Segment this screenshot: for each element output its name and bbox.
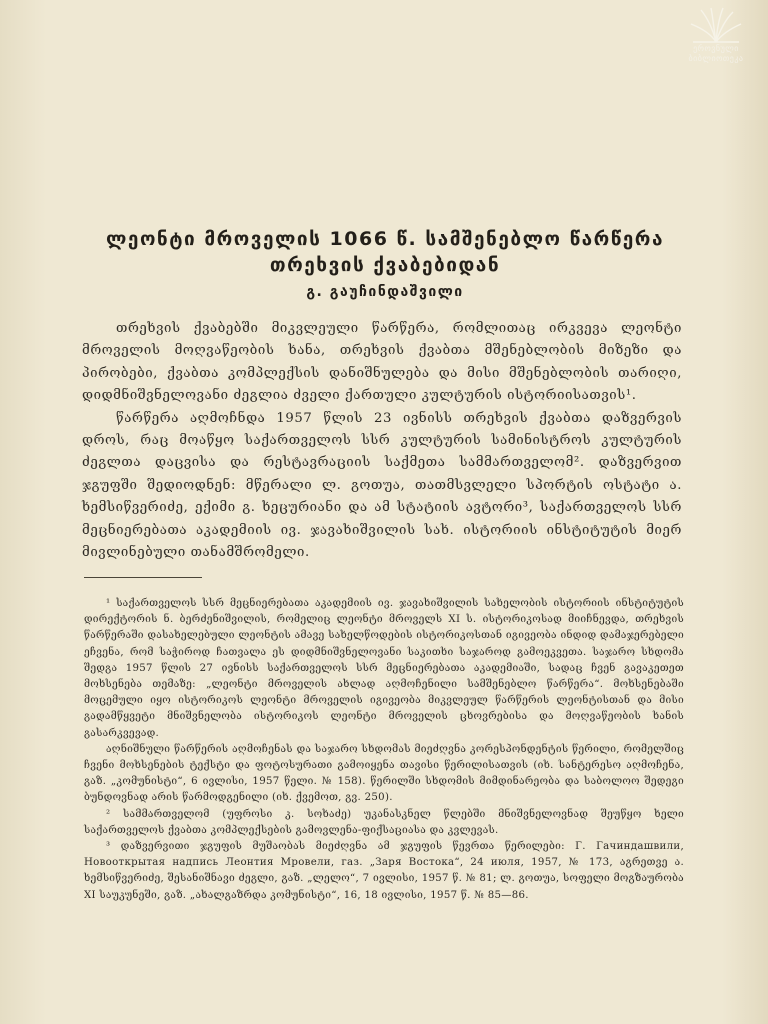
article-title xyxy=(80,226,690,278)
title-line-1: ლეონტი მროველის 1066 წ. სამშენებლო წარწერა xyxy=(106,228,664,250)
library-logo xyxy=(676,6,756,76)
body-paragraph-2: წარწერა აღმოჩნდა 1957 წლის 23 ივნისს თრეხვის ქვაბთა დაზვერვის დროს, რაც მოაწყო საქართველოს სსრ კულტურის სამინისტროს კულტურის ძეგლთა დაცვისა და რესტავრაციის საქმეთა სამმართველომ². დაზვერვით ჯგუფში შედიოდნენ: მწერალი ლ. გოთუა, თათმსვლელი სპორტის ოსტატი ა. ხემსიწვერიძე, ექიმი გ. ხეცურიანი და ამ სტატიის ავტორი³, საქართველოს სსრ მეცნიერებათა აკადემიის ივ. ჯავახიშვილის სახ. ისტორიის ინსტიტუტის მიერ მივლინებული თანამშრომელი. xyxy=(82,410,682,561)
book-leaves-icon xyxy=(687,6,745,44)
footnote-2: ² სამმართველომ (უფროსი კ. სოხაძე) უკანასკნელ წლებში მნიშვნელოვნად შეუწყო ხელი საქართველოს ქვაბთა კომპლექსების გამოვლენა-ფიქსაციასა და კვლევას. xyxy=(84,808,684,836)
footnote-3: ³ დაზვერვითი ჯგუფის მუშაობას მიეძღვნა ამ ჯგუფის წევრთა წერილები: Г. Гачиндашвили, Новооткрытая надпись Леонтия Мровели, газ. „Заря Востока“, 24 июля, 1957, № 173, აგრეთვე ა. ხემსიწვერიძე, შესანიშნავი ძეგლი, გაზ. „ლელო“, 7 ივლისი, 1957 წ. № 81; ლ. გოთუა, სოფელი მოგზაურობა XI საუკუნეში, გაზ. „ახალგაზრდა კომუნისტი“, 16, 18 ივლისი, 1957 წ. № 85—86. xyxy=(84,841,684,901)
body-paragraph-1: თრეხვის ქვაბებში მიკვლეული წარწერა, რომლითაც ირკვევა ლეონტი მროველის მოღვაწეობის ხანა, თრეხვის ქვაბთა მშენებლობის მიზეზი და პირობები, ქვაბთა კომპლექსის დანიშნულება და მისი მშენებლობის თარიღი, დიდმნიშვნელოვანი ძეგლია ძველი ქართული კულტურის ისტორიისათვის¹. xyxy=(82,321,682,404)
footnotes xyxy=(84,596,684,904)
footnote-separator xyxy=(84,577,202,578)
article-body xyxy=(82,318,682,564)
footnote-1-continued: აღნიშნული წარწერის აღმოჩენას და საჯარო სხდომას მიეძღვნა კორესპონდენტის წერილი, რომელშიც ჩვენი მოხსენების ტექსტი და ფოტოსურათი გამოიყენა თავისი წერილისათვის (იხ. სანტერესო აღმოჩენა, გაზ. „კომუნისტი“, 6 ივლისი, 1957 წელი. № 158). წერილში სხდომის მიმდინარეობა და საბოლოო შედეგი ბუნდოვნად არის წარმოდგენილი (იხ. ქვემოთ, გვ. 250). xyxy=(84,743,684,804)
article-author: გ. გაუჩინდაშვილი xyxy=(306,284,464,300)
title-line-2: თრეხვის ქვაბებიდან xyxy=(269,254,501,276)
footnote-1: ¹ საქართველოს სსრ მეცნიერებათა აკადემიის ივ. ჯავახიშვილის სახელობის ისტორიის ინსტიტუტის დირექტორის ნ. ბერძენიშვილის, რომელიც ლეონტი მროველს XI ს. ისტორიკოსად მიიჩნევდა, თრეხვის წარწერაში დასახელებული ლეონტის ამავე სახელწოდების ისტორიკოსთან იგივეობა ინდიდ დამაჯერებელი ეჩვენა, რომ საჭიროდ ჩათვალა ეს დიდმნიშვნელოვანი საკითხი საჯაროდ გამოეკვეთა. საჯარო სხდომა შედგა 1957 წლის 27 ივნისს საქართველოს სსრ მეცნიერებათა აკადემიაში, სადაც ჩვენ გავაკეთეთ მოხსენება თემაზე: „ლეონტი მროველის ახლად აღმოჩენილი სამშენებლო წარწერა“. მოხსენებაში მოცემული იყო ისტორიკოს ლეონტი მროველის იგივეობა მიკვლეულ წარწერის ლეონტისთან და მისი გადამწყვეტი მნიშვნელობა ისტორიკოს ლეონტი მროველის ცხოვრებისა და მოღვაწეობის ხანის გასარკვევად. xyxy=(84,598,684,739)
logo-line1: ეროვნული xyxy=(693,44,739,53)
logo-line2: ბიბლიოთეკა xyxy=(688,54,744,63)
